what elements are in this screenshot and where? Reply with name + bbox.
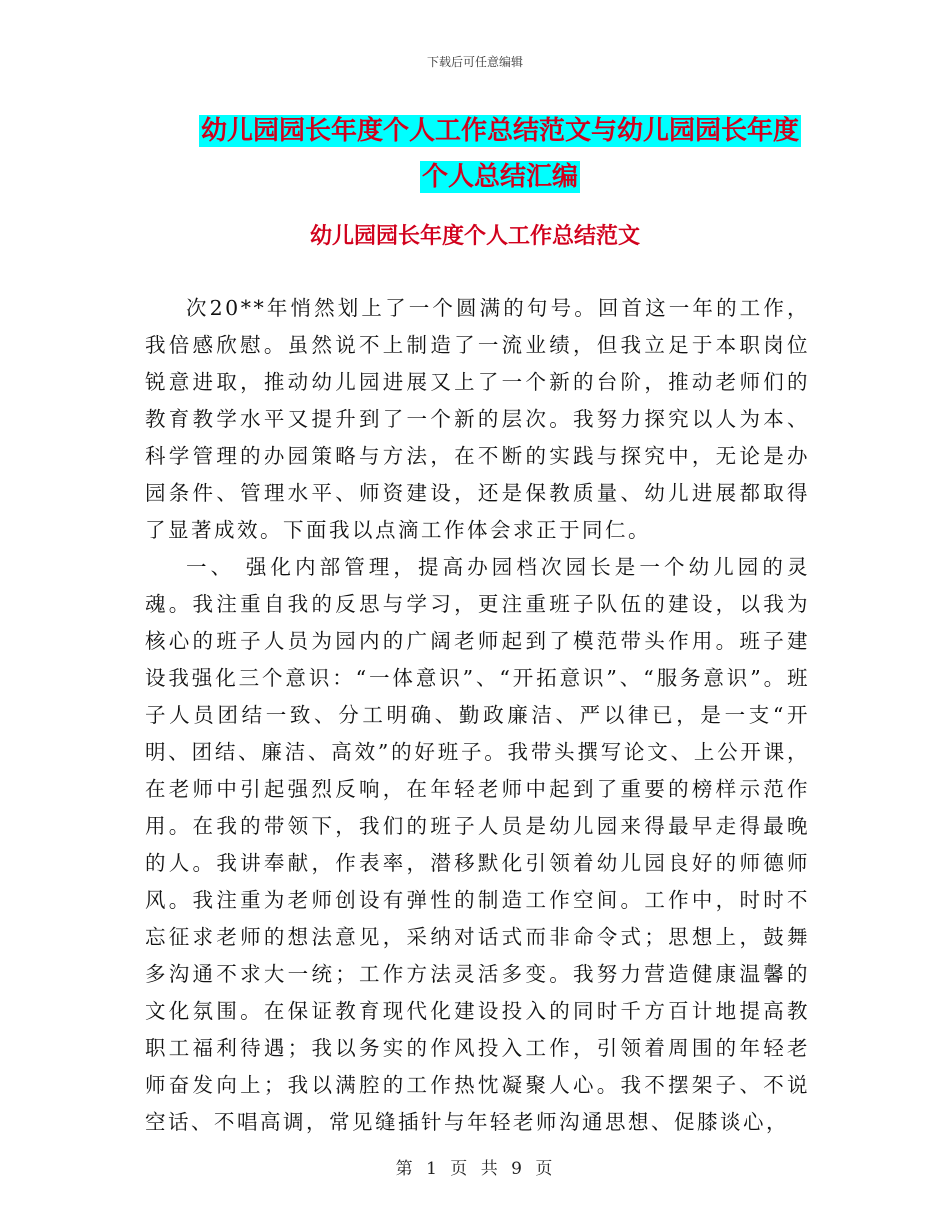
- section-title: 幼儿园园长年度个人工作总结范文: [309, 224, 640, 249]
- header-note: 下载后可任意编辑: [426, 55, 523, 69]
- main-title: [120, 108, 880, 200]
- main-title-line-1: 幼儿园园长年度个人工作总结范文与幼儿园园长年度: [200, 116, 799, 146]
- main-title-line-2: 个人总结汇编: [421, 162, 578, 192]
- page-footer: 第 1 页 共 9 页: [395, 1159, 555, 1179]
- paragraph-intro: 次20**年悄然划上了一个圆满的句号。回首这一年的工作，我倍感欣慰。虽然说不上制造了一流业绩，但我立足于本职岗位锐意进取，推动幼儿园进展又上了一个新的台阶，推动老师们的教育教学水平又提升到了一个新的层次。我努力探究以人为本、科学管理的办园策略与方法，在不断的实践与探究中，无论是办园条件、管理水平、师资建设，还是保教质量、幼儿进展都取得了显著成效。下面我以点滴工作体会求正于同仁。: [145, 296, 810, 542]
- paragraph-section-one: 一、 强化内部管理，提高办园档次园长是一个幼儿园的灵魂。我注重自我的反思与学习，更注重班子队伍的建设，以我为核心的班子人员为园内的广阔老师起到了模范带头作用。班子建设我强化三个意识：“一体意识”、“开拓意识”、“服务意识”。班子人员团结一致、分工明确、勤政廉洁、严以律已，是一支“开明、团结、廉洁、高效”的好班子。我带头撰写论文、上公开课，在老师中引起强烈反响，在年轻老师中起到了重要的榜样示范作用。在我的带领下，我们的班子人员是幼儿园来得最早走得最晚的人。我讲奉献，作表率，潜移默化引领着幼儿园良好的师德师风。我注重为老师创设有弹性的制造工作空间。工作中，时时不忘征求老师的想法意见，采纳对话式而非命令式；思想上，鼓舞多沟通不求大一统；工作方法灵活多变。我努力营造健康温馨的文化氛围。在保证教育现代化建设投入的同时千方百计地提高教职工福利待遇；我以务实的作风投入工作，引领着周围的年轻老师奋发向上；我以满腔的工作热忱凝聚人心。我不摆架子、不说空话、不唱高调，常见缝插针与年轻老师沟通思想、促膝谈心，: [145, 555, 810, 1134]
- body-text: [145, 290, 810, 1141]
